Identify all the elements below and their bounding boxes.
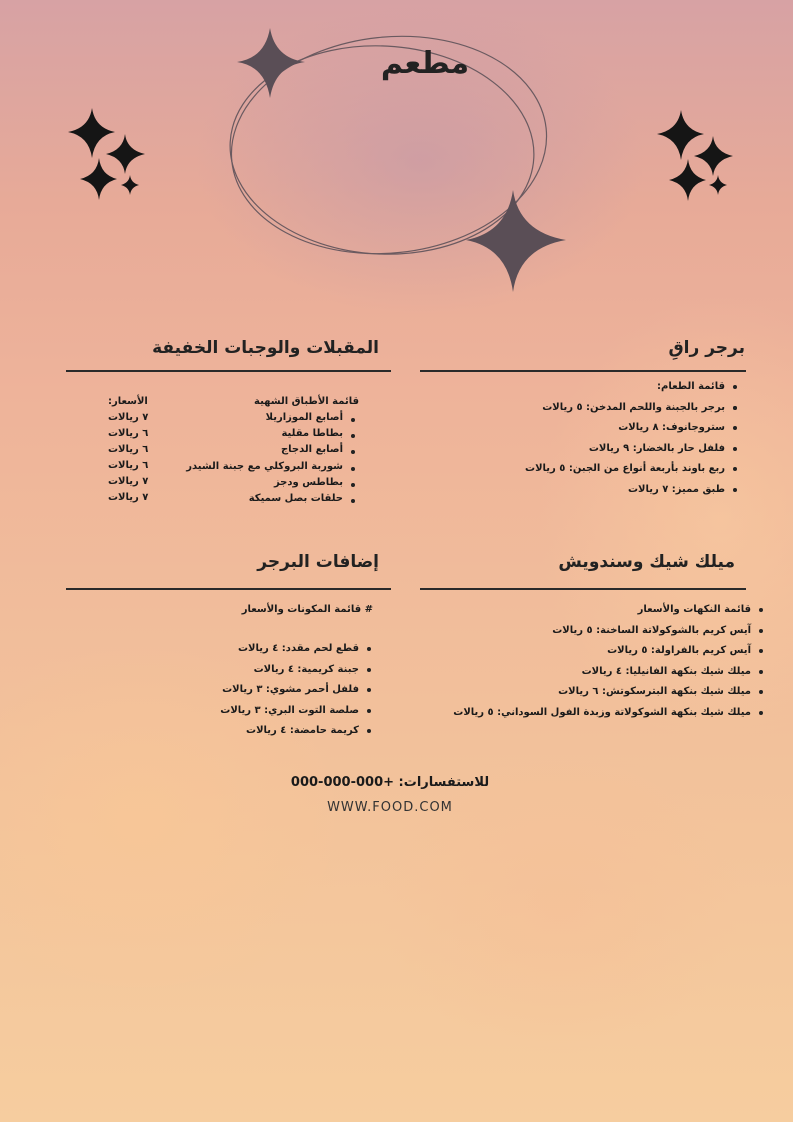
list-item: ستروجانوف: ٨ ريالات <box>525 418 739 439</box>
list-item: ربع باوند بأربعة أنواع من الجبن: ٥ ريالات <box>525 459 739 480</box>
list-item: ميلك شيك بنكهة الفانيليا: ٤ ريالات <box>453 662 765 683</box>
milkshake-list <box>453 600 765 723</box>
addons-heading: إضافات البرجر <box>257 552 379 572</box>
list-item: قائمة الطعام: <box>525 377 739 398</box>
sparkle-icon <box>68 108 115 158</box>
addons-list <box>220 639 373 742</box>
list-item: كريمة حامضة: ٤ ريالات <box>220 721 373 742</box>
sparkle-icon <box>106 134 145 174</box>
price-value: ٦ ريالات <box>108 460 149 471</box>
sparkle-icon <box>694 136 733 176</box>
page-title: مطعم <box>380 46 470 81</box>
sparkle-icon <box>121 175 139 195</box>
price-value: ٦ ريالات <box>108 444 149 455</box>
addons-list-title: # قائمة المكونات والأسعار <box>241 604 373 615</box>
appetizers-heading: المقبلات والوجبات الخفيفة <box>152 338 379 358</box>
list-item: ميلك شيك بنكهة البترسكوتش: ٦ ريالات <box>453 682 765 703</box>
list-item: آيس كريم بالفراولة: ٥ ريالات <box>453 641 765 662</box>
list-item: بطاطس ودجز <box>186 475 357 491</box>
list-item: برجر بالجبنة واللحم المدخن: ٥ ريالات <box>525 398 739 419</box>
price-value: ٧ ريالات <box>108 412 149 423</box>
list-item: فلفل حار بالخضار: ٩ ريالات <box>525 439 739 460</box>
list-item: قطع لحم مقدد: ٤ ريالات <box>220 639 373 660</box>
milkshake-heading: ميلك شيك وسندويش <box>558 552 735 572</box>
burger-list <box>525 377 739 500</box>
appetizers-list-title: قائمة الأطباق الشهية <box>254 396 359 407</box>
burger-heading: برجر راقِ <box>668 338 745 358</box>
contact-phone: للاستفسارات: +000-000-000 <box>290 775 490 790</box>
list-item: جبنة كريمية: ٤ ريالات <box>220 660 373 681</box>
list-item: آيس كريم بالشوكولاتة الساخنة: ٥ ريالات <box>453 621 765 642</box>
milkshake-divider <box>420 588 746 590</box>
header-decoration <box>0 0 793 300</box>
sparkle-icon <box>237 28 305 98</box>
addons-divider <box>66 588 391 590</box>
website-link[interactable]: WWW.FOOD.COM <box>327 800 453 815</box>
sparkle-icon <box>657 110 704 160</box>
price-value: ٦ ريالات <box>108 428 149 439</box>
sparkle-icon <box>466 190 566 292</box>
appetizers-divider <box>66 370 391 372</box>
list-item: أصابع الموزاريلا <box>186 410 357 426</box>
list-item: قائمة النكهات والأسعار <box>453 600 765 621</box>
sparkle-icon <box>709 175 727 195</box>
list-item: بطاطا مقلية <box>186 426 357 442</box>
sparkle-icon <box>669 159 706 201</box>
list-item: حلقات بصل سميكة <box>186 491 357 507</box>
list-item: صلصة التوت البري: ٣ ريالات <box>220 701 373 722</box>
appetizers-prices <box>108 410 148 506</box>
list-item: أصابع الدجاج <box>186 442 357 458</box>
price-value: ٧ ريالات <box>108 476 149 487</box>
price-value: ٧ ريالات <box>108 492 149 503</box>
appetizers-list <box>186 410 357 507</box>
prices-title: الأسعار: <box>108 396 148 407</box>
burger-divider <box>420 370 746 372</box>
list-item: ميلك شيك بنكهة الشوكولاتة وزبدة الفول السوداني: ٥ ريالات <box>453 703 765 724</box>
list-item: شوربة البروكلي مع جبنة الشيدر <box>186 459 357 475</box>
list-item: فلفل أحمر مشوي: ٣ ريالات <box>220 680 373 701</box>
sparkle-icon <box>80 158 117 200</box>
list-item: طبق مميز: ٧ ريالات <box>525 480 739 501</box>
